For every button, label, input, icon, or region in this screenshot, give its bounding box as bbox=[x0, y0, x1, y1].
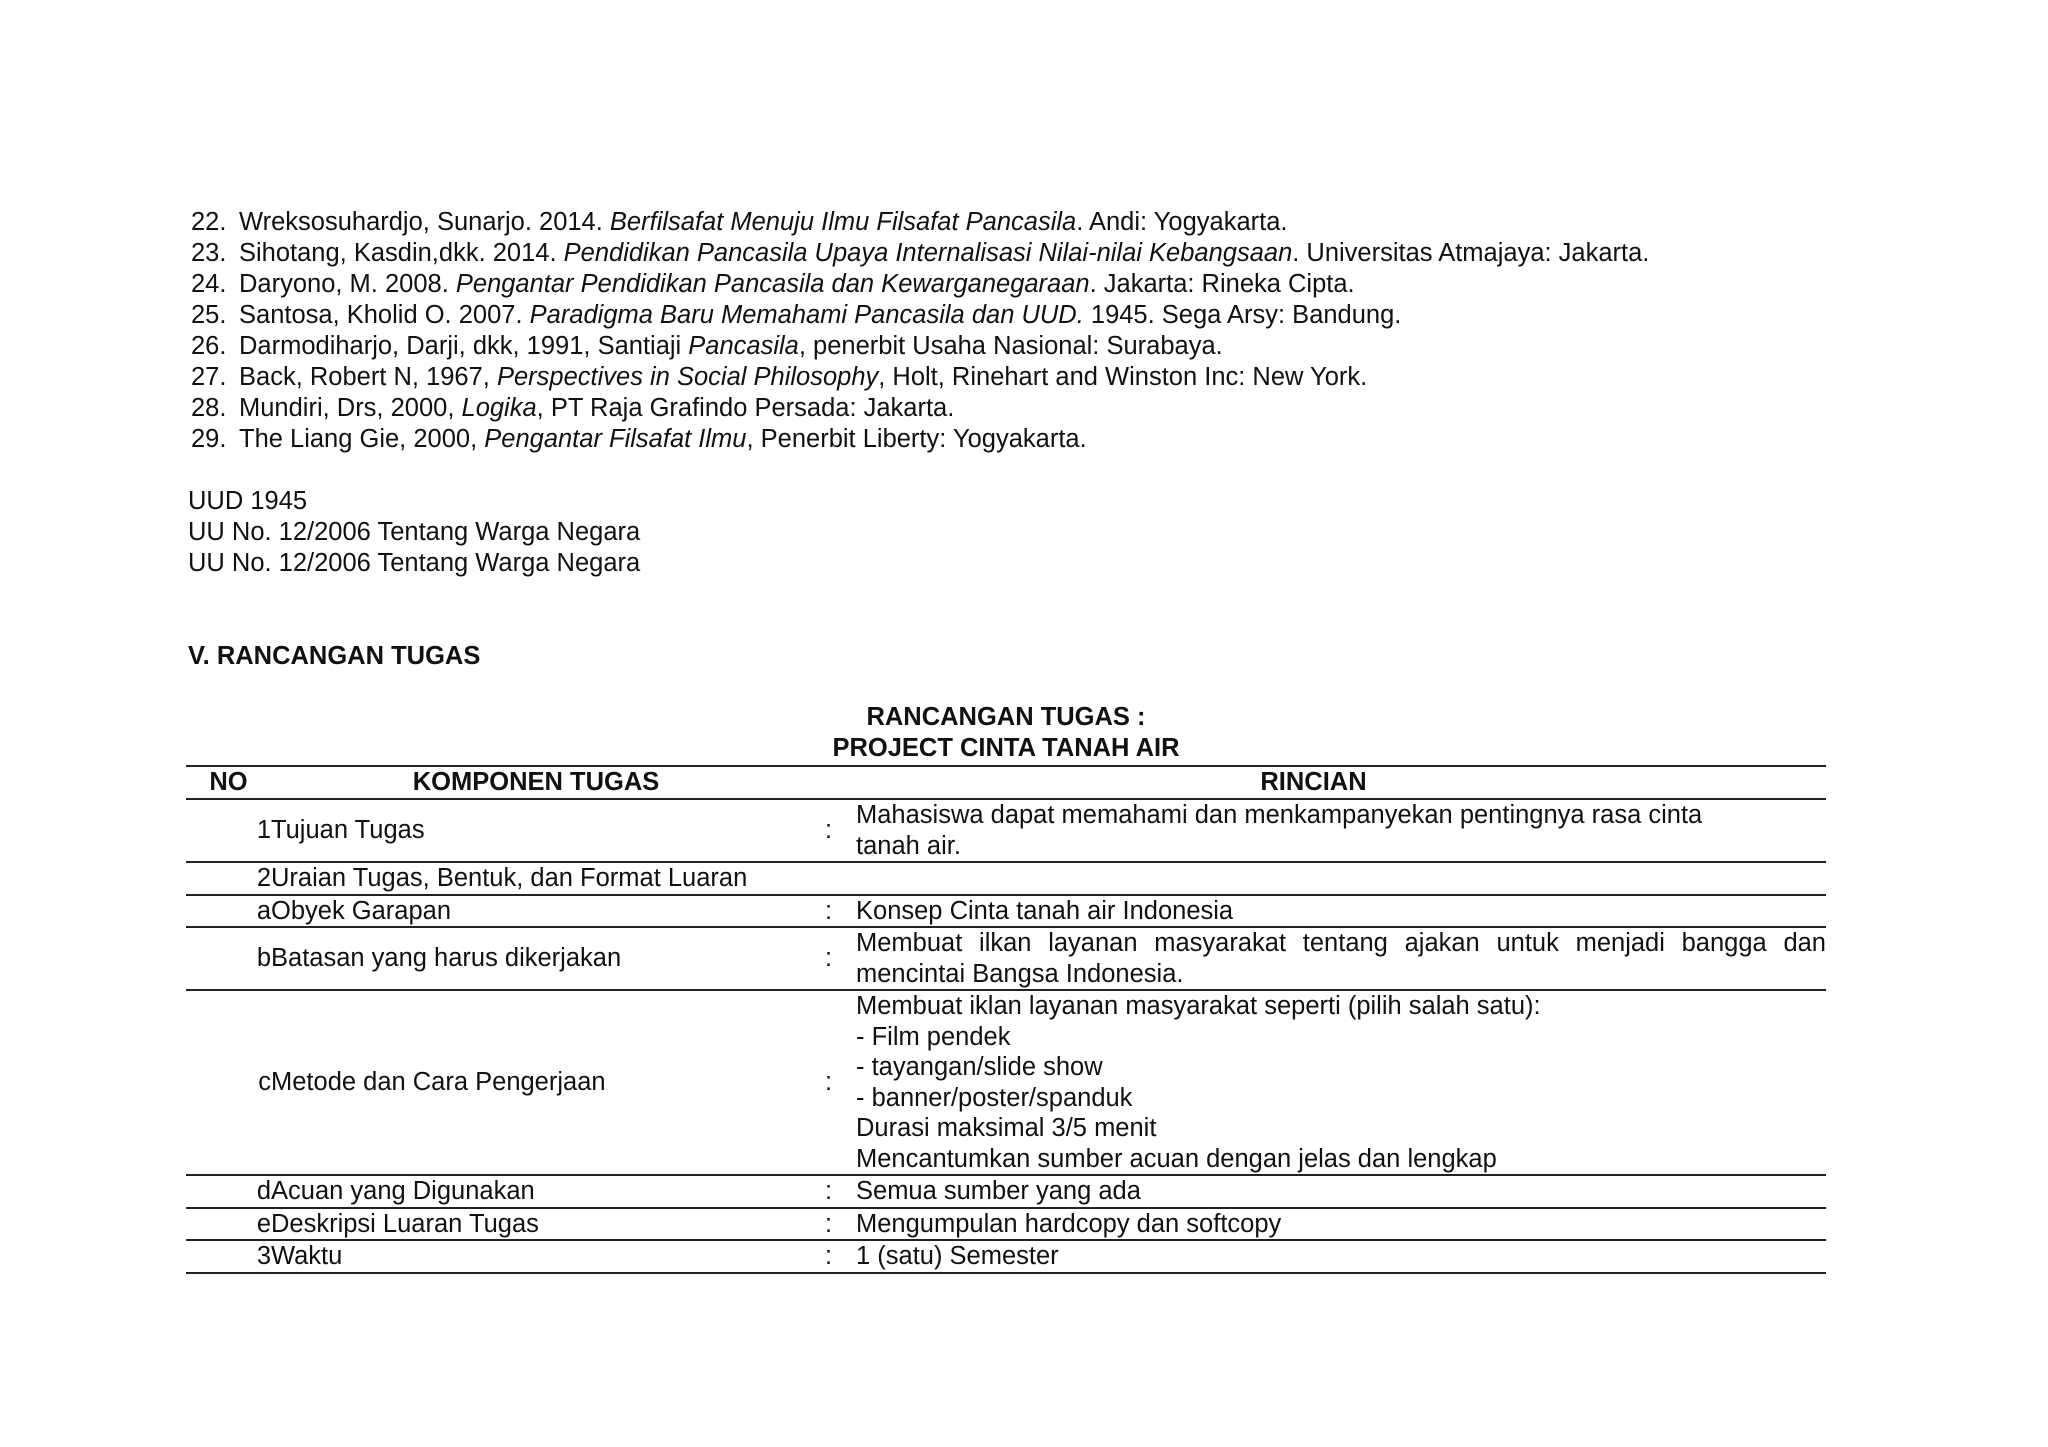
row-detail bbox=[856, 990, 1826, 1175]
row-colon: : bbox=[801, 1208, 856, 1241]
reference-author: Back, Robert N, 1967, bbox=[239, 363, 497, 391]
detail-line: - banner/poster/spanduk bbox=[856, 1083, 1133, 1112]
row-colon bbox=[801, 862, 856, 895]
row-component: Waktu bbox=[271, 1240, 801, 1273]
reference-title: Logika bbox=[461, 394, 537, 422]
reference-publisher: , Penerbit Liberty: Yogyakarta. bbox=[746, 425, 1087, 453]
row-colon: : bbox=[801, 990, 856, 1175]
reference-publisher: 1945. Sega Arsy: Bandung. bbox=[1083, 301, 1402, 329]
reference-publisher: . Andi: Yogyakarta. bbox=[1076, 208, 1288, 236]
row-number: e bbox=[186, 1208, 271, 1241]
row-component: Deskripsi Luaran Tugas bbox=[271, 1208, 801, 1241]
row-number: 1 bbox=[186, 799, 271, 862]
header-component: KOMPONEN TUGAS bbox=[271, 766, 801, 799]
task-table bbox=[186, 765, 1826, 1274]
reference-item bbox=[191, 331, 1841, 362]
table-caption-title: RANCANGAN TUGAS : bbox=[866, 703, 1146, 731]
reference-item bbox=[191, 362, 1841, 393]
row-colon: : bbox=[801, 1240, 856, 1273]
row-colon: : bbox=[801, 799, 856, 862]
row-component: Uraian Tugas, Bentuk, dan Format Luaran bbox=[271, 862, 801, 895]
reference-number: 27. bbox=[191, 363, 227, 391]
reference-title: Berfilsafat Menuju Ilmu Filsafat Pancasila bbox=[609, 208, 1077, 236]
row-detail bbox=[856, 1240, 1826, 1273]
row-detail bbox=[856, 1175, 1826, 1208]
reference-number: 28. bbox=[191, 394, 227, 422]
table-row bbox=[186, 927, 1826, 990]
reference-item bbox=[191, 269, 1841, 300]
row-number: 3 bbox=[186, 1240, 271, 1273]
table-row bbox=[186, 862, 1826, 895]
detail-line: 1 (satu) Semester bbox=[856, 1242, 1059, 1270]
reference-item bbox=[191, 300, 1841, 331]
row-component: Tujuan Tugas bbox=[271, 799, 801, 862]
row-number: b bbox=[186, 927, 271, 990]
row-component: Obyek Garapan bbox=[271, 895, 801, 928]
detail-line: Durasi maksimal 3/5 menit bbox=[856, 1114, 1157, 1142]
reference-title: Perspectives in Social Philosophy bbox=[496, 363, 879, 391]
reference-publisher: . Universitas Atmajaya: Jakarta. bbox=[1292, 239, 1650, 267]
row-colon: : bbox=[801, 895, 856, 928]
row-detail bbox=[856, 862, 1826, 895]
table-row bbox=[186, 895, 1826, 928]
detail-line: Membuat iklan layanan masyarakat seperti (pilih salah satu): bbox=[856, 992, 1541, 1020]
row-detail bbox=[856, 1208, 1826, 1241]
row-colon: : bbox=[801, 1175, 856, 1208]
reference-author: The Liang Gie, 2000, bbox=[239, 425, 485, 453]
reference-number: 26. bbox=[191, 332, 227, 360]
row-component: Metode dan Cara Pengerjaan bbox=[271, 990, 801, 1175]
row-number: d bbox=[186, 1175, 271, 1208]
detail-line: Mahasiswa dapat memahami dan menkampanyekan pentingnya rasa cinta bbox=[856, 801, 1703, 829]
detail-line: Mencantumkan sumber acuan dengan jelas dan lengkap bbox=[856, 1144, 1497, 1173]
law-item: UU No. 12/2006 Tentang Warga Negara bbox=[188, 518, 641, 546]
detail-line: Mengumpulan hardcopy dan softcopy bbox=[856, 1209, 1282, 1238]
reference-number: 25. bbox=[191, 301, 227, 329]
row-number: 2 bbox=[186, 862, 271, 895]
reference-author: Wreksosuhardjo, Sunarjo. 2014. bbox=[239, 208, 610, 236]
reference-item bbox=[191, 207, 1841, 238]
reference-number: 24. bbox=[191, 270, 227, 298]
row-component: Acuan yang Digunakan bbox=[271, 1175, 801, 1208]
detail-line: Konsep Cinta tanah air Indonesia bbox=[856, 896, 1234, 925]
section-heading: V. RANCANGAN TUGAS bbox=[188, 642, 481, 670]
detail-line: Semua sumber yang ada bbox=[856, 1177, 1141, 1205]
reference-title: Pengantar Filsafat Ilmu bbox=[484, 425, 747, 453]
row-detail bbox=[856, 799, 1826, 862]
reference-title: Pengantar Pendidikan Pancasila dan Kewarganegaraan bbox=[455, 270, 1090, 298]
table-caption-subtitle: PROJECT CINTA TANAH AIR bbox=[832, 734, 1180, 762]
reference-author: Santosa, Kholid O. 2007. bbox=[239, 301, 530, 329]
table-row bbox=[186, 799, 1826, 862]
reference-number: 23. bbox=[191, 239, 227, 267]
header-no: NO bbox=[186, 766, 271, 799]
row-number: a bbox=[186, 895, 271, 928]
row-number: c bbox=[186, 990, 271, 1175]
reference-title: Pancasila bbox=[688, 332, 799, 360]
reference-title: Paradigma Baru Memahami Pancasila dan UUD. bbox=[529, 301, 1084, 329]
reference-publisher: , PT Raja Grafindo Persada: Jakarta. bbox=[536, 394, 955, 422]
reference-publisher: , Holt, Rinehart and Winston Inc: New York. bbox=[878, 363, 1368, 391]
law-item: UU No. 12/2006 Tentang Warga Negara bbox=[188, 549, 641, 577]
table-header-row bbox=[186, 766, 1826, 799]
reference-list bbox=[191, 207, 1841, 455]
reference-item bbox=[191, 424, 1841, 455]
reference-publisher: . Jakarta: Rineka Cipta. bbox=[1089, 270, 1355, 298]
reference-number: 29. bbox=[191, 425, 227, 453]
detail-line: - tayangan/slide show bbox=[856, 1053, 1103, 1081]
detail-line: - Film pendek bbox=[856, 1022, 1011, 1051]
row-detail bbox=[856, 895, 1826, 928]
law-item: UUD 1945 bbox=[188, 487, 308, 515]
table-row bbox=[186, 1208, 1826, 1241]
detail-line: tanah air. bbox=[856, 831, 961, 860]
reference-author: Daryono, M. 2008. bbox=[239, 270, 456, 298]
reference-item bbox=[191, 238, 1841, 269]
reference-number: 22. bbox=[191, 208, 227, 236]
table-row bbox=[186, 990, 1826, 1175]
row-colon: : bbox=[801, 927, 856, 990]
reference-title: Pendidikan Pancasila Upaya Internalisasi Nilai-nilai Kebangsaan bbox=[563, 239, 1293, 267]
reference-publisher: , penerbit Usaha Nasional: Surabaya. bbox=[798, 332, 1223, 360]
reference-author: Mundiri, Drs, 2000, bbox=[239, 394, 462, 422]
table-caption bbox=[186, 702, 1826, 764]
table-row bbox=[186, 1175, 1826, 1208]
header-detail: RINCIAN bbox=[801, 766, 1826, 799]
row-component: Batasan yang harus dikerjakan bbox=[271, 927, 801, 990]
table-row bbox=[186, 1240, 1826, 1273]
reference-author: Darmodiharjo, Darji, dkk, 1991, Santiaji bbox=[239, 332, 689, 360]
reference-author: Sihotang, Kasdin,dkk. 2014. bbox=[239, 239, 564, 267]
law-list bbox=[188, 486, 988, 579]
reference-item bbox=[191, 393, 1841, 424]
row-detail: Membuat ilkan layanan masyarakat tentang ajakan untuk menjadi bangga dan mencintai Bangsa Indonesia. bbox=[856, 927, 1826, 990]
